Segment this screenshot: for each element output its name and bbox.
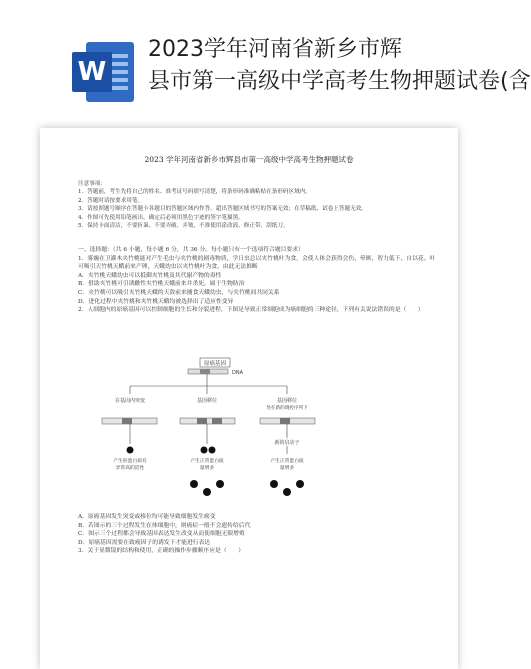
notes-block [78,180,438,230]
document-page [40,128,458,669]
word-icon [72,40,136,104]
oncogene-diagram [92,356,342,508]
question-1: 1．雾霾在卫灌木夹竹桃能对产生毛虫与夹竹桃的剧毒物质，学日虫总以夹竹桃叶为食，会使人体会获得会伤、晕厥、智力低下、自以花、叶可吸引天竹桃天蛾前来产卵，天蛾幼虫以夹竹桃叶为食，由此无法推断 [78,255,436,271]
note-item: 2．答题时请按要求用笔。 [78,197,144,204]
banner-title [148,34,531,98]
question-2: 2．人细胞内的原癌基因可以控制细胞的生长和分裂进程，下图是导致正常细胞成为癌细胞的三种途径，下列有关说法错误的是（ ） [78,307,424,314]
branch-label-translocation: 基因移位 [196,398,218,404]
question-3: 3．关于显微镜的结构和使用，正确的操作步骤顺序应是（ ） [78,548,245,555]
result-label-1b: 异常高的活性 [115,466,145,471]
result-label-2b: 量增多 [199,466,215,471]
option-item: A．夹竹桃天蛾幼虫可以抵御夹竹桃及其代谢产物的毒性 [78,272,222,279]
question-section [78,246,438,315]
note-item: 4．作图可先使用铅笔画出，确定后必须用黑色字迹的签字笔描黑。 [78,214,244,221]
diagram-dna-label: DNA [232,370,244,376]
note-item: 3．请按照题号顺序在答题卡各题目的答题区域内作答，超出答题区域书写的答案无效；在草稿纸、试卷上答题无效。 [78,206,367,213]
branch-label-mutation: 在基因内突变 [114,398,146,404]
option-item: C．夹竹桃可以吸引夹竹桃天蛾的天敌前来捕食天蛾幼虫，与夹竹桃间共同关系 [78,289,280,296]
notes-heading: 注意事项： [78,181,106,187]
banner-title-line1: 2023学年河南省新乡市辉 [148,37,402,62]
option-item: D．进化过程中夹竹桃和夹竹桃天蛾均被选择出了适应性变异 [78,298,234,305]
option-item: A．原癌基因发生突变或移位均可能导致细胞发生癌变 [78,514,216,520]
branch-label-new-promoter: 基因移位 [276,398,298,404]
note-item: 1．答题前，考生先将自己的姓名、准考证号码填写清楚，将条形码准确粘贴在条形码区域内。 [78,189,311,196]
option-item: B．借助夹竹桃可引诱雌性夹竹桃天蛾前来并杀死，属于生物防治 [78,281,245,288]
option-item: D．原癌基因需要在致癌因子的诱发下才能进行表达 [78,539,211,546]
result-label-3: 产生正常蛋白质 [270,459,304,464]
page-title: 2023 学年河南省新乡市辉县市第一高级中学高考生物押题试卷 [144,155,354,164]
option-item: C．图示三个过程都会导致基因表达发生改变从而使细胞无限增殖 [78,531,245,538]
section-heading: 一、选择题：（共 6 小题，每小题 6 分，共 36 分。每小题只有一个选项符合题目要求） [78,247,304,253]
word-icon-letter: W [72,52,112,92]
option-item: B．若图示的三个过程发生在体细胞中，则癌症一般不会遗传给后代 [78,522,251,529]
question-2-options [78,513,438,556]
result-label-1: 产生的蛋白质有 [113,459,147,464]
result-label-3b: 量增多 [279,466,295,471]
note-item: 5．保持卡面清洁，不要折暴、不要弄破、弄皱，不准使用涂改液、修正带、刮纸刀。 [78,223,289,230]
branch-label-new-promoter-2: 处在新的调控序列下 [266,406,308,411]
result-label-2: 产生正常蛋白质 [190,459,224,464]
sub-label-promoter: 新的启动子 [274,440,300,446]
banner-title-line2: 县市第一高级中学高考生物押题试卷(含 [148,69,531,94]
document-banner [0,0,531,128]
diagram-top-label: 原癌基因 [203,361,227,367]
